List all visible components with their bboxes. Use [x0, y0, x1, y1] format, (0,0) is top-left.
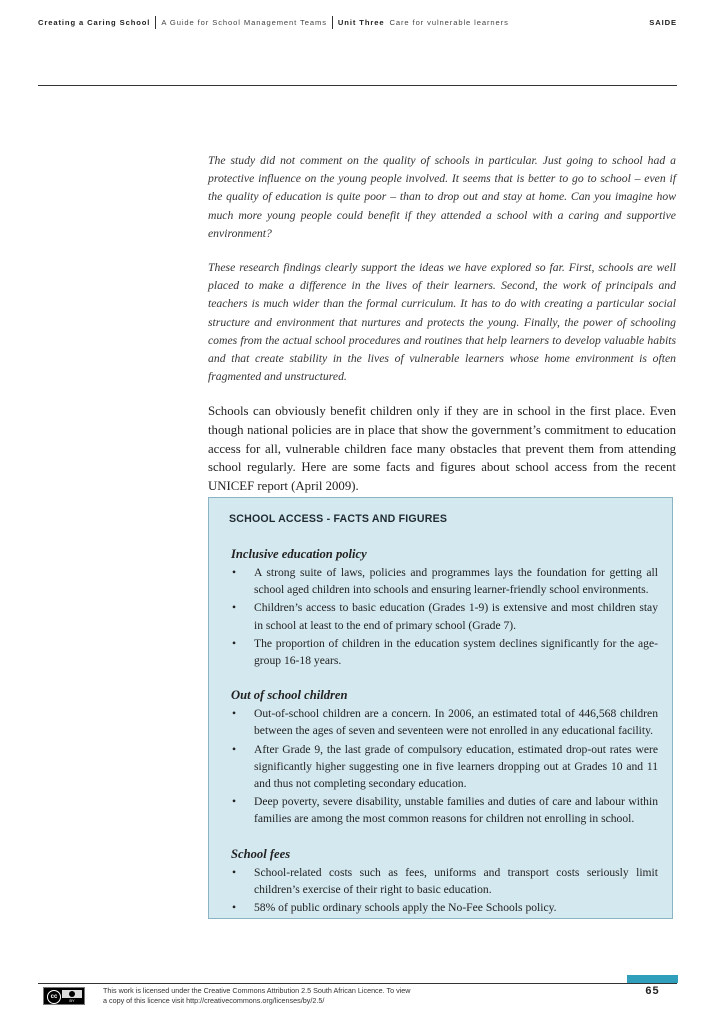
list-item: • The proportion of children in the education system declines significantly for the age-group 16-18 years.	[232, 636, 658, 668]
running-header	[38, 15, 677, 29]
unit-label: Unit Three	[337, 17, 385, 27]
licence-line-1: This work is licensed under the Creative Commons Attribution 2.5 South African Licence. To view	[103, 986, 411, 995]
list-item: • School-related costs such as fees, uniforms and transport costs seriously limit children’s exercise of their right to basic education.	[232, 865, 658, 896]
header-rule	[38, 85, 677, 86]
page-number-tab	[627, 975, 678, 983]
page-number: 65	[645, 985, 660, 997]
section-out-of-school	[229, 687, 658, 827]
list-item: • After Grade 9, the last grade of compulsory education, estimated drop-out rates were significantly higher suggesting one in five learners dropping out at Grades 10 and 11 and thus not completing secondary education.	[232, 742, 658, 791]
creative-commons-icon	[43, 987, 85, 1005]
main-content	[208, 152, 676, 495]
header-divider	[332, 16, 333, 29]
section-inclusive-policy	[229, 546, 658, 669]
section-heading: School fees	[231, 846, 291, 861]
footer-rule	[38, 983, 677, 984]
section-heading: Out of school children	[231, 688, 348, 703]
section-heading: Inclusive education policy	[231, 547, 367, 561]
publisher-name: SAIDE	[649, 17, 677, 27]
list-item: • Deep poverty, severe disability, unstable families and duties of care and labour within families are among the most common reasons for children not enrolling in school.	[232, 795, 658, 826]
book-subtitle: A Guide for School Management Teams	[161, 17, 327, 27]
list-item: • 58% of public ordinary schools apply the No-Fee Schools policy.	[232, 901, 557, 915]
list-item: • A strong suite of laws, policies and programmes lays the foundation for getting all school aged children into schools and ensuring learner-friendly school environments.	[232, 566, 658, 597]
licence-line-2: a copy of this licence visit http://creativecommons.org/licenses/by/2.5/	[103, 996, 325, 1005]
facts-box-title: SCHOOL ACCESS - FACTS AND FIGURES	[229, 513, 448, 525]
book-title: Creating a Caring School	[38, 17, 151, 27]
section-school-fees	[229, 846, 658, 917]
list-item: • Out-of-school children are a concern. In 2006, an estimated total of 446,568 children between the ages of seven and seventeen were not enrolled in any educational facility.	[232, 707, 658, 738]
cc-mark: cc	[47, 990, 61, 1004]
by-attribution-icon: BY	[62, 990, 82, 1002]
unit-title: Care for vulnerable learners	[389, 17, 509, 27]
list-item: • Children’s access to basic education (Grades 1-9) is extensive and most children stay in school at least to the end of primary school (Grade 7).	[232, 601, 658, 632]
facts-box	[208, 497, 673, 919]
italic-paragraph-1: The study did not comment on the quality of schools in particular. Just going to school had a protective influence on the young people involved. It seems that is better to go to school – even if the quality of education is quite poor – than to drop out and stay at home. Can you imagine how much more young people could benefit if they attended a school with a caring and supportive environment?	[208, 154, 676, 240]
header-divider	[155, 16, 156, 29]
italic-paragraph-2: These research findings clearly support the ideas we have explored so far. First, schools are well placed to make a difference in the lives of their learners. Second, the work of principals and teachers is much wider than the formal curriculum. It has to do with creating a particular social structure and environment that nurtures and protects the young. Finally, the power of schooling comes from the actual school procedures and routines that help learners to develop valuable habits and that create stability in the lives of vulnerable learners whose home environment is often fragmented and unstructured.	[208, 261, 676, 384]
body-paragraph: Schools can obviously benefit children only if they are in school in the first place. Even though national policies are in place that show the government’s commitment to education access for all, vulnerable children face many obstacles that prevent them from attending school regularly. Here are some facts and figures about school access from the recent UNICEF report (April 2009).	[208, 404, 676, 493]
licence-notice	[103, 986, 433, 1006]
